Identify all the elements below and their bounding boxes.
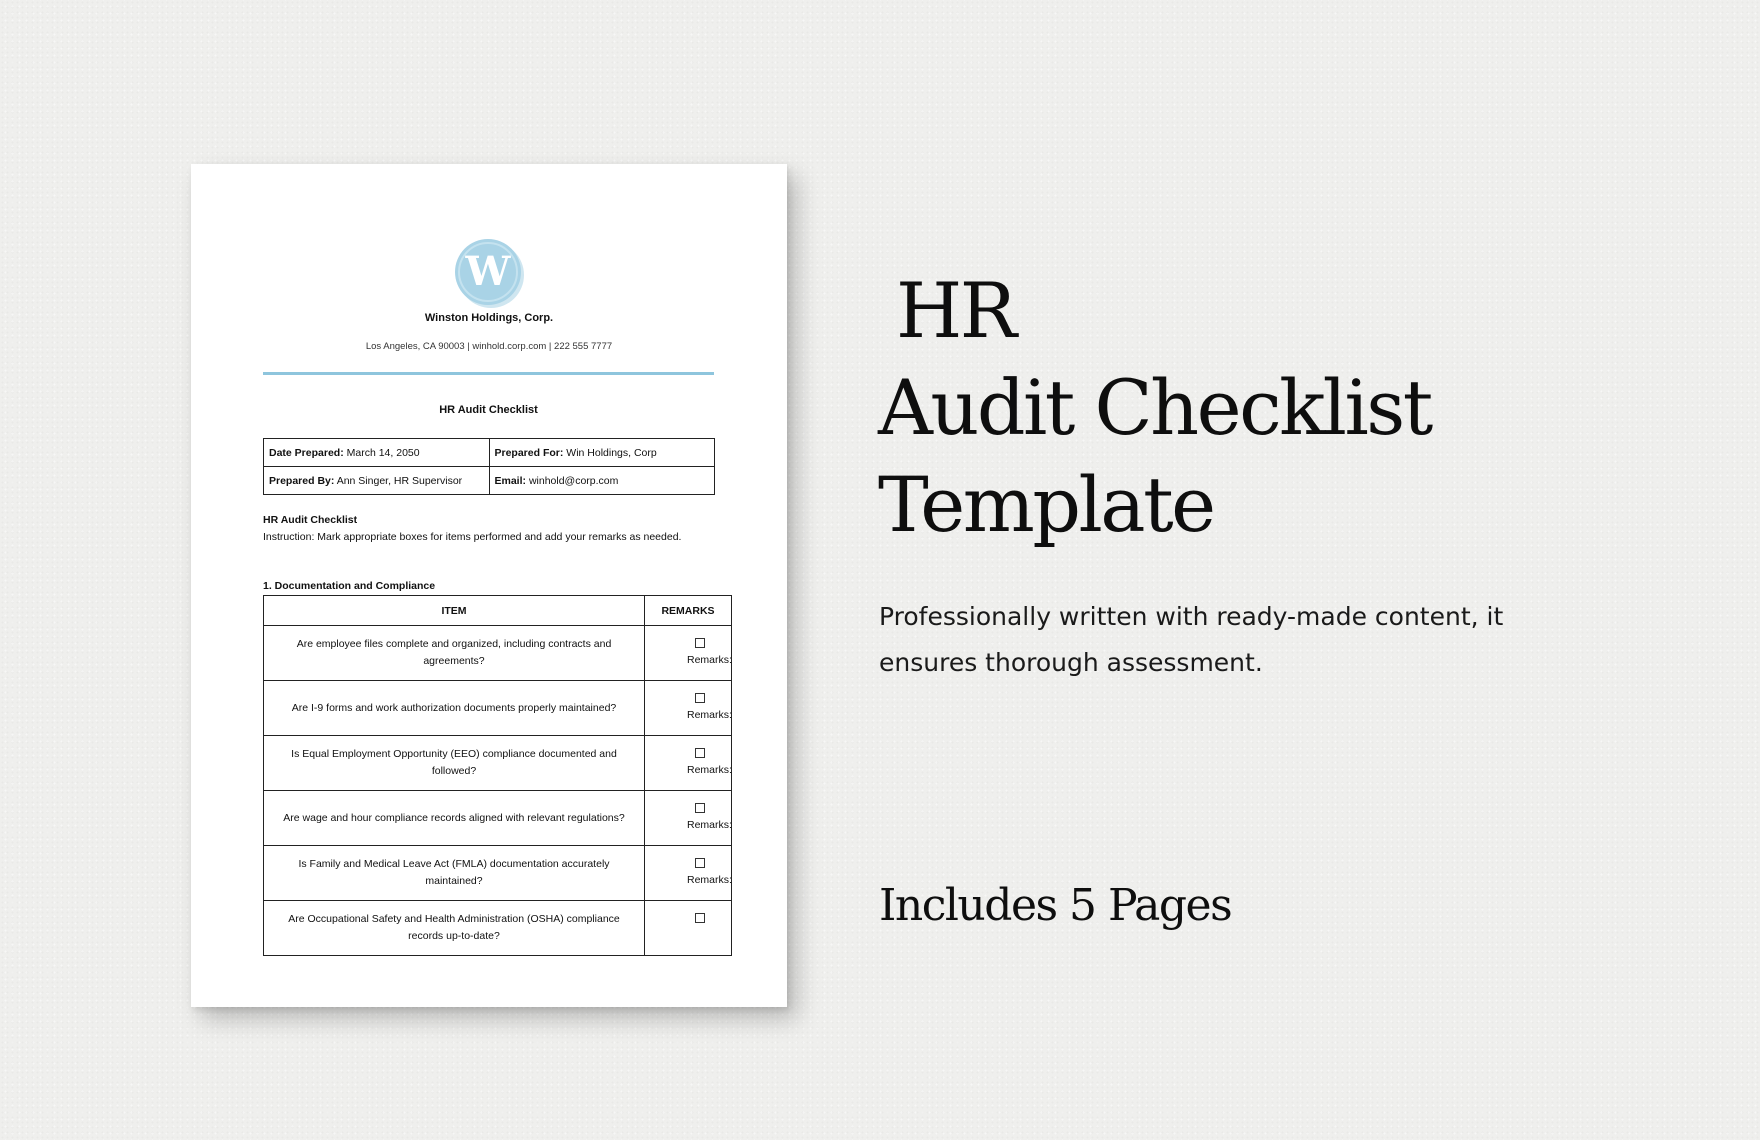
remarks-label: Remarks: [687, 819, 732, 831]
remarks-cell [645, 736, 732, 791]
table-row [264, 736, 732, 791]
meta-table [263, 438, 715, 495]
remarks-label: Remarks: [687, 654, 732, 666]
table-row [264, 626, 732, 681]
header-divider [263, 372, 714, 375]
logo-letter: W [465, 248, 511, 295]
item-text: Are Occupational Safety and Health Administration (OSHA) compliance records up-to-date? [264, 901, 645, 956]
hero-title-line: Audit Checklist [878, 363, 1431, 452]
checkbox[interactable] [695, 638, 705, 648]
company-logo [453, 237, 525, 309]
email-cell [489, 467, 715, 495]
item-text: Is Equal Employment Opportunity (EEO) compliance documented and followed? [264, 736, 645, 791]
document-title: HR Audit Checklist [439, 404, 538, 416]
hero-title [878, 262, 1578, 553]
table-row [264, 846, 732, 901]
checkbox[interactable] [695, 748, 705, 758]
checklist-table [263, 595, 732, 956]
hero-description: Professionally written with ready-made content, it ensures thorough assessment. [879, 602, 1504, 677]
checkbox[interactable] [695, 803, 705, 813]
item-text: Are wage and hour compliance records aligned with relevant regulations? [264, 791, 645, 846]
company-name: Winston Holdings, Corp. [424, 312, 554, 324]
remarks-cell [645, 791, 732, 846]
instruction-text: Instruction: Mark appropriate boxes for items performed and add your remarks as needed. [263, 531, 682, 543]
email-label: Email: [494, 474, 527, 487]
section-title: HR Audit Checklist [263, 514, 358, 526]
item-column-header: ITEM [264, 596, 645, 626]
company-contact: Los Angeles, CA 90003 | winhold.corp.com | 222 555 7777 [365, 341, 613, 352]
remarks-cell [645, 901, 732, 956]
checkbox[interactable] [695, 858, 705, 868]
page-count: Includes 5 Pages [879, 880, 1232, 931]
date-prepared-label: Date Prepared: [269, 446, 344, 459]
subsection-title: 1. Documentation and Compliance [263, 580, 436, 592]
prepared-for-cell [489, 439, 715, 467]
remarks-label: Remarks: [687, 874, 732, 886]
prepared-for-value: Win Holdings, Corp [566, 446, 657, 459]
table-row [264, 901, 732, 956]
prepared-by-label: Prepared By: [269, 474, 335, 487]
table-row [264, 681, 732, 736]
hero-title-line: Template [878, 460, 1214, 549]
prepared-by-cell [264, 467, 490, 495]
item-text: Are employee files complete and organized, including contracts and agreements? [264, 626, 645, 681]
checkbox[interactable] [695, 693, 705, 703]
table-row [264, 791, 732, 846]
remarks-column-header: REMARKS [645, 596, 732, 626]
remarks-cell [645, 681, 732, 736]
item-text: Is Family and Medical Leave Act (FMLA) documentation accurately maintained? [264, 846, 645, 901]
date-prepared-cell [264, 439, 490, 467]
email-value: winhold@corp.com [528, 474, 619, 487]
date-prepared-value: March 14, 2050 [346, 446, 420, 459]
remarks-cell [645, 626, 732, 681]
document-preview [191, 164, 787, 1007]
checkbox[interactable] [695, 913, 705, 923]
item-text: Are I-9 forms and work authorization documents properly maintained? [264, 681, 645, 736]
prepared-by-value: Ann Singer, HR Supervisor [336, 474, 463, 487]
remarks-label: Remarks: [687, 764, 732, 776]
prepared-for-label: Prepared For: [494, 446, 564, 459]
instructions-block [263, 512, 723, 546]
hero-title-line: HR [896, 266, 1015, 355]
remarks-label: Remarks: [687, 709, 732, 721]
remarks-cell [645, 846, 732, 901]
